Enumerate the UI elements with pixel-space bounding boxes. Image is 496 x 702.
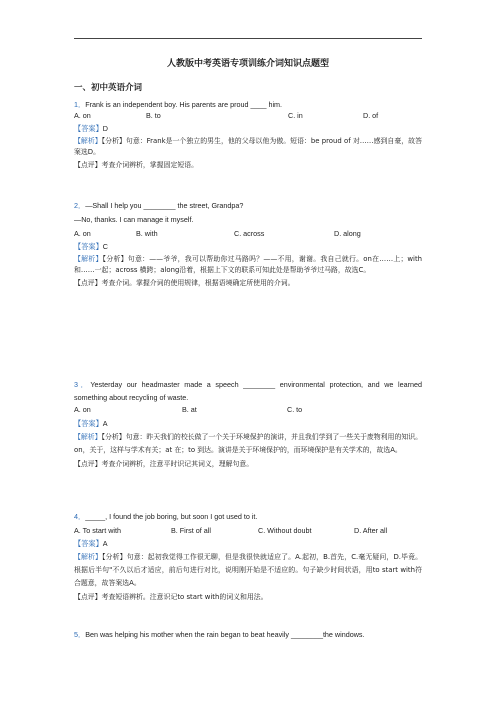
comment-text: 【点评】考查介词辨析，注意平时识记其词义，理解句意。: [74, 460, 254, 468]
option-d: D. of: [363, 111, 379, 120]
question-stem: 4．_____, I found the job boring, but soon I got used to it.: [74, 512, 258, 521]
comment-text: 【点评】考查介词辨析，掌握固定短语。: [74, 161, 199, 169]
question-3: [74, 378, 422, 470]
option-row: [74, 404, 422, 415]
header-rule: [74, 38, 422, 39]
answer-line: 【答案】A: [74, 539, 108, 548]
option-b: B. First of all: [171, 526, 211, 535]
option-d: D. along: [334, 229, 361, 238]
question-4: [74, 511, 422, 603]
question-5: [74, 629, 422, 640]
option-a: A. on: [74, 111, 91, 120]
option-b: B. at: [182, 405, 197, 414]
answer-line: 【答案】A: [74, 419, 108, 428]
option-c: C. to: [287, 405, 303, 414]
question-1: [74, 99, 422, 171]
option-c: C. in: [288, 111, 303, 120]
comment-text: 【点评】考查介词。掌握介词的使用规律，根据语境确定所使用的介词。: [74, 279, 295, 287]
question-2: [74, 200, 422, 289]
answer-value: A: [102, 539, 108, 548]
option-a: A. on: [74, 405, 91, 414]
analysis-text: 【解析】【分析】句意：Frank是一个独立的男生，他的父母以他为傲。短语：be proud of 对……感到自豪，故答案选D。: [74, 137, 422, 156]
question-stem: 1．Frank is an independent boy. His parents are proud ____ him.: [74, 100, 283, 109]
option-row: [74, 228, 422, 239]
analysis-text: 【解析】【分析】句意：起初我觉得工作很无聊，但是我很快就适应了。A.起初，B.首先，C.毫无疑问，D.毕竟。根据后半句"不久以后才适应，前后句进行对比，说明刚开始是不适应的。句子缺少时间状语，用to start with符合题意，故答案选A。: [74, 553, 422, 587]
option-c: C. Without doubt: [258, 526, 312, 535]
answer-line: 【答案】D: [74, 124, 108, 133]
question-stem: 2．—Shall I help you ________ the street, Grandpa?: [74, 201, 244, 210]
question-stem-reply: —No, thanks. I can manage it myself.: [74, 215, 194, 224]
answer-value: A: [102, 419, 108, 428]
section-heading: 一、初中英语介词: [74, 83, 143, 93]
option-b: B. to: [146, 111, 161, 120]
option-a: A. on: [74, 229, 91, 238]
option-c: C. across: [234, 229, 265, 238]
analysis-text: 【解析】【分析】句意：昨天我们的校长做了一个关于环境保护的演讲，并且我们学到了一些关于废物利用的知识。on，关于，这样与学术有关；at 在；to 到达。演讲是关于环境保护的，而环境保护是有关学术的，故选A。: [74, 433, 423, 454]
option-d: D. After all: [354, 526, 388, 535]
comment-text: 【点评】考查短语辨析。注意识记to start with的词义和用法。: [74, 593, 268, 601]
analysis-text: 【解析】【分析】句意：——爷爷，我可以帮助你过马路吗？——不用，谢谢。我自己就行。on在……上；with 和……一起；across 横跨；along沿着，根据上下文的联系可知此处是帮助爷爷过马路，故选C。: [74, 255, 423, 274]
page-title: 人教版中考英语专项训练介词知识点题型: [166, 59, 329, 69]
option-row: [74, 525, 422, 536]
answer-value: D: [102, 124, 108, 133]
answer-value: C: [102, 242, 108, 251]
answer-line: 【答案】C: [74, 242, 108, 251]
option-row: [74, 110, 422, 121]
option-a: A. To start with: [74, 526, 122, 535]
question-stem: 3．Yesterday our headmaster made a speech ________ environmental protection, and we learned something about recycling of waste.: [74, 380, 422, 402]
option-b: B. with: [136, 229, 158, 238]
question-stem: 5．Ben was helping his mother when the rain began to beat heavily ________the windows.: [74, 630, 365, 639]
